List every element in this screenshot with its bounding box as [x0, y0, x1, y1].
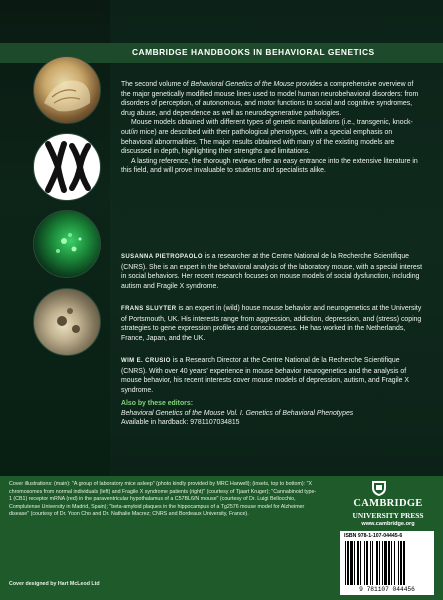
publisher-subname: UNIVERSITY PRESS: [352, 511, 424, 520]
author-bio: [121, 304, 424, 343]
barcode-stripe: [394, 541, 395, 585]
barcode-stripe: [364, 541, 365, 585]
barcode-stripe: [350, 541, 353, 585]
barcode-stripe: [345, 541, 346, 585]
author-name: WIM E. CRUSIO: [121, 358, 171, 364]
author-name: SUSANNA PIETROPAOLO: [121, 254, 203, 260]
barcode-stripe: [388, 541, 390, 585]
barcode-stripe: [360, 541, 361, 585]
description-text: The second volume of: [121, 81, 191, 88]
barcode-stripe: [400, 541, 402, 585]
cover-illustration-credits: Cover illustrations: (main): "A group of laboratory mice asleep" (photo kindly provided by MRC Harwell); (insets, top to bottom): "X chromosomes from normal individuals (left) and Fragile X syndrome patients (right)" (courtesy of Tjaart Kruger); "Cannabinoid type-1 (CB1) receptor mRNA (red) in the paraventricular hypothalamus of a C57BL6/N mouse" (courtesy of Dr. Luigi Bellocchio, Complutense University in Madrid, Spain); "beta-amyloid plaques in the hippocampus of a Tg2576 mouse model for Alzheimer disease" (courtesy of Dr. Yoon Cho and Dr. Nathalie Macrez; CNRS and Bordeaux University, France).: [9, 481, 317, 518]
barcode-stripe: [398, 541, 399, 585]
editors-heading: Also by these editors:: [121, 400, 193, 407]
author-bio-text: is a researcher at the Centre National de la Recherche Scientifique (CNRS). She is an expert in the behavioral analysis of the laboratory mouse, with a special interest in social behaviors. Her recent research focuses on mouse models of social dysfunction, including autism and Fragile X syndrome.: [121, 253, 423, 290]
description-text: Mouse models obtained with different types of genetic manipulations (i.e., transgenic, knock-out/: [121, 119, 413, 136]
isbn-label: ISBN 978-1-107-04445-6: [344, 533, 403, 539]
book-description: [121, 80, 424, 176]
cover-design-credit: Cover designed by Hart McLeod Ltd: [9, 581, 100, 587]
barcode-stripe: [376, 541, 378, 585]
italic-word: in: [132, 128, 138, 136]
publisher-name: CAMBRIDGE: [353, 498, 423, 509]
author-bio-text: is an expert in (wild) house mouse behavior and neurogenetics at the University of Portsmouth, UK. His interests range from aggression, addiction, depression, and (stress) coping strategies to gene expression profiles and consciousness. He has worked in the Netherlands, France, Japan, and the UK.: [121, 305, 422, 342]
description-paragraph: A lasting reference, the thorough reviews offer an easy entrance into the extensive literature in this field, and will prove invaluable to students and specialists alike.: [121, 157, 418, 175]
author-bio: [121, 356, 424, 395]
isbn-barcode: [340, 531, 434, 595]
description-text: provides a comprehensive overview of the major genetically modified mouse lines used to model human neurobehavioral disorders: from disorders of perception, of autonomous, and motor functions to social and cognitive syndromes, drug abuse, and dependence as well as neurodegenerative pathologies.: [121, 81, 419, 117]
barcode-stripe: [354, 541, 355, 585]
plaque-image: [34, 289, 100, 355]
inset-cb1-receptor: [33, 210, 101, 278]
editors-note: [121, 399, 424, 428]
mouse-fur-image: [34, 57, 100, 123]
barcode-stripe: [391, 541, 392, 585]
fluorescence-image: [34, 211, 100, 277]
barcode-bars: [344, 541, 430, 585]
publisher-website: www.cambridge.org: [361, 521, 415, 527]
barcode-stripe: [372, 541, 373, 585]
author-bio-text: is a Research Director at the Centre National de la Recherche Scientifique (CNRS). With over 40 years' experience in mouse behavior neurogenetics and the analysis of mouse behavior, his recent interests cover mouse models of depression, autism, and Fragile X syndrome.: [121, 357, 410, 394]
inset-chromosomes: [33, 133, 101, 201]
barcode-stripe: [384, 541, 387, 585]
barcode-stripe: [370, 541, 371, 585]
barcode-stripe: [366, 541, 368, 585]
author-bio: [121, 252, 424, 291]
inset-amyloid-plaques: [33, 288, 101, 356]
chromosome-image: [34, 134, 100, 200]
book-title-italic: Behavioral Genetics of the Mouse: [190, 81, 295, 88]
inset-mice-photo: [33, 56, 101, 124]
description-paragraph: [121, 118, 424, 156]
barcode-digits: 9 781107 044456: [359, 586, 415, 593]
barcode-stripe: [382, 541, 383, 585]
barcode-stripe: [357, 541, 359, 585]
series-title: CAMBRIDGE HANDBOOKS IN BEHAVIORAL GENETICS: [132, 47, 375, 57]
barcode-stripe: [347, 541, 349, 585]
barcode-stripe: [379, 541, 380, 585]
related-book-availability: Available in hardback: 9781107034815: [121, 419, 240, 427]
related-book-title: Behavioral Genetics of the Mouse Vol. I. Genetics of Behavioral Phenotypes: [121, 409, 354, 417]
barcode-stripe: [403, 541, 405, 585]
description-paragraph: [121, 80, 424, 118]
description-text: mice) are described with their pathological phenotypes, with a special emphasis on behavioral abnormalities. The major results obtained with many of the existing models are discussed in depth, highlighting their strengths and limitations.: [121, 128, 395, 156]
author-name: FRANS SLUYTER: [121, 306, 177, 312]
cambridge-crest-icon: [370, 479, 388, 497]
